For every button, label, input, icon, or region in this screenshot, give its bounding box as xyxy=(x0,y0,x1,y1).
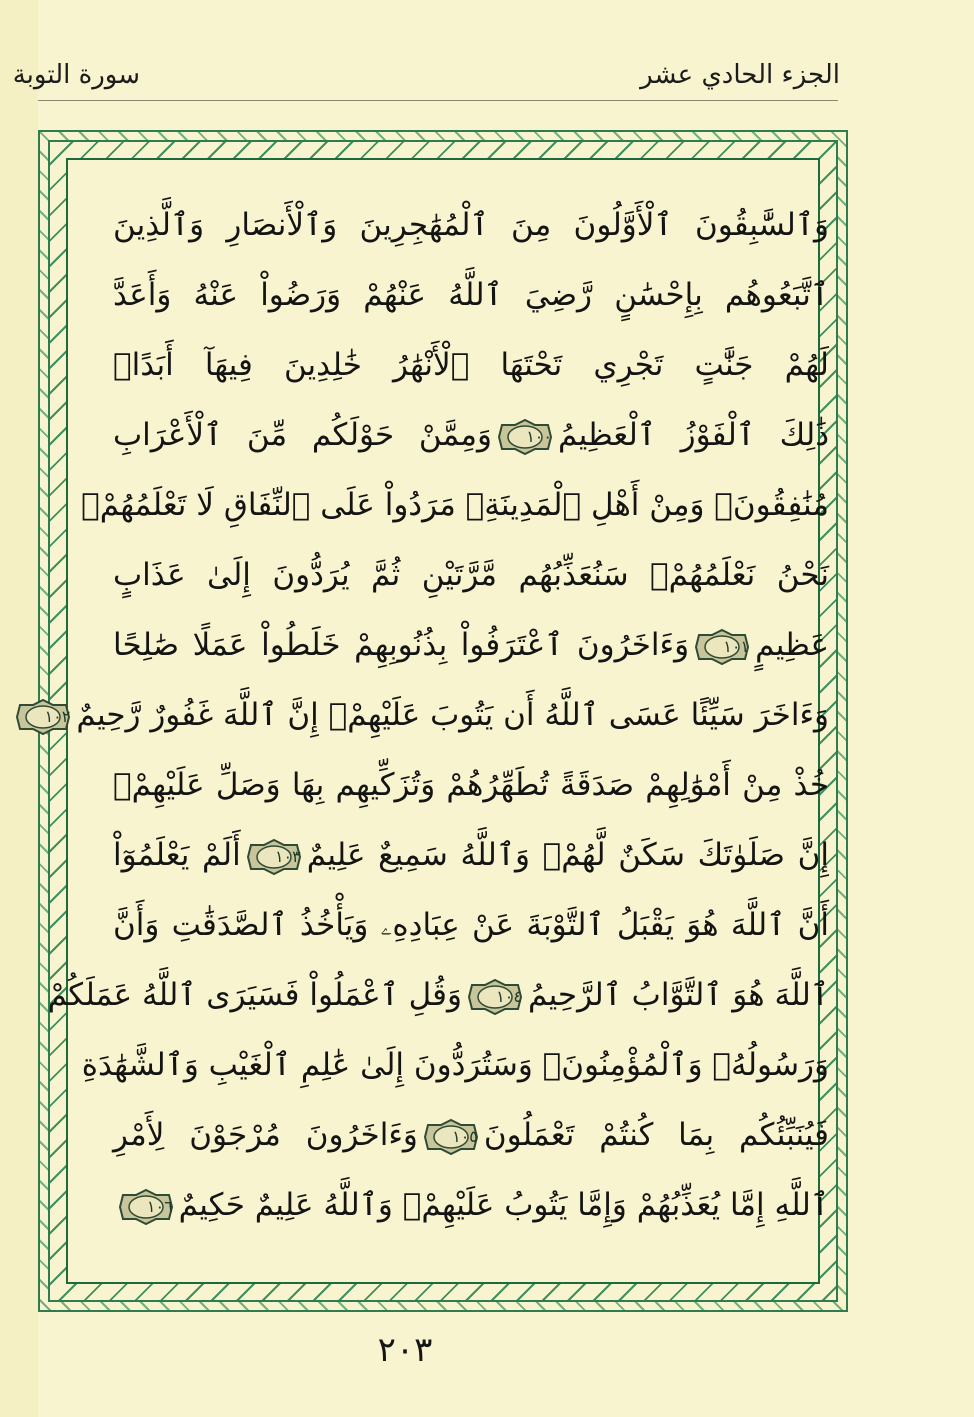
verse-line: ذَٰلِكَ ٱلْفَوْزُ ٱلْعَظِيمُ ١٠٠ وَمِمَّنْ حَوْلَكُم مِّنَ ٱلْأَعْرَابِ xyxy=(113,417,829,453)
header-rule xyxy=(38,100,838,101)
verse-line: وَرَسُولُهُۥ وَٱلْمُؤْمِنُونَۖ وَسَتُرَدُّونَ إِلَىٰ عَٰلِمِ ٱلْغَيْبِ وَٱلشَّهَٰدَةِ xyxy=(81,1047,829,1083)
ornamental-frame xyxy=(38,130,848,1312)
verse-line: أَنَّ ٱللَّهَ هُوَ يَقْبَلُ ٱلتَّوْبَةَ عَنْ عِبَادِهِۦ وَيَأْخُذُ ٱلصَّدَقَٰتِ وَأَنَّ xyxy=(113,907,829,943)
text-panel xyxy=(44,158,829,1284)
verse-end-marker: ١٠٦ xyxy=(119,1189,173,1225)
verse-line: وَٱلسَّٰبِقُونَ ٱلْأَوَّلُونَ مِنَ ٱلْمُهَٰجِرِينَ وَٱلْأَنصَارِ وَٱلَّذِينَ xyxy=(113,207,829,243)
verse-end-marker: ١٠١ xyxy=(695,629,749,665)
verse-line: وَءَاخَرَ سَيِّئًا عَسَى ٱللَّهُ أَن يَتُوبَ عَلَيْهِمْۚ إِنَّ ٱللَّهَ غَفُورٌ رَّحِيمٌ ١٠٢ xyxy=(113,686,829,744)
verse-line: فَيُنَبِّئُكُم بِمَا كُنتُمْ تَعْمَلُونَ ١٠٥ وَءَاخَرُونَ مُرْجَوْنَ لِأَمْرِ xyxy=(113,1117,829,1153)
verse-line: عَظِيمٍ ١٠١ وَءَاخَرُونَ ٱعْتَرَفُواْ بِذُنُوبِهِمْ خَلَطُواْ عَمَلًا صَٰلِحًا xyxy=(113,627,829,663)
juz-title: الجزء الحادي عشر xyxy=(640,60,840,90)
verse-line: نَحْنُ نَعْلَمُهُمْۚ سَنُعَذِّبُهُم مَّرَّتَيْنِ ثُمَّ يُرَدُّونَ إِلَىٰ عَذَابٍ xyxy=(113,557,829,593)
verse-line: لَهُمْ جَنَّٰتٍ تَجْرِي تَحْتَهَا ٱلْأَنْهَٰرُ خَٰلِدِينَ فِيهَآ أَبَدًاۚ xyxy=(113,347,829,383)
verse-end-marker: ١٠٤ xyxy=(468,979,522,1015)
verse-line: ٱللَّهَ هُوَ ٱلتَّوَّابُ ٱلرَّحِيمُ ١٠٤ وَقُلِ ٱعْمَلُواْ فَسَيَرَى ٱللَّهُ عَمَلَكُمْ xyxy=(47,977,829,1013)
verse-line: ٱتَّبَعُوهُم بِإِحْسَٰنٍ رَّضِيَ ٱللَّهُ عَنْهُمْ وَرَضُواْ عَنْهُ وَأَعَدَّ xyxy=(113,277,829,313)
verse-end-marker: ١٠٠ xyxy=(498,419,552,455)
verse-end-marker: ١٠٢ xyxy=(16,699,70,735)
verse-end-marker: ١٠٣ xyxy=(247,839,301,875)
verse-line: خُذْ مِنْ أَمْوَٰلِهِمْ صَدَقَةً تُطَهِّرُهُمْ وَتُزَكِّيهِم بِهَا وَصَلِّ عَلَيْهِمْۖ xyxy=(113,767,829,803)
verse-line: مُنَٰفِقُونَۖ وَمِنْ أَهْلِ ٱلْمَدِينَةِۖ مَرَدُواْ عَلَى ٱلنِّفَاقِ لَا تَعْلَمُهُمْۖ xyxy=(81,487,829,523)
surah-title: سورة التوبة xyxy=(12,60,140,90)
verse-line: إِنَّ صَلَوٰتَكَ سَكَنٌ لَّهُمْۗ وَٱللَّهُ سَمِيعٌ عَلِيمٌ ١٠٣ أَلَمْ يَعْلَمُوٓاْ xyxy=(113,837,829,873)
frame-band xyxy=(44,140,838,1302)
verse-end-marker: ١٠٥ xyxy=(424,1119,478,1155)
page-number: ٢٠٣ xyxy=(377,1330,433,1370)
verse-line: ٱللَّهِ إِمَّا يُعَذِّبُهُمْ وَإِمَّا يَتُوبُ عَلَيْهِمْۗ وَٱللَّهُ عَلِيمٌ حَكِيمٌ ١٠٦ xyxy=(113,1176,829,1234)
